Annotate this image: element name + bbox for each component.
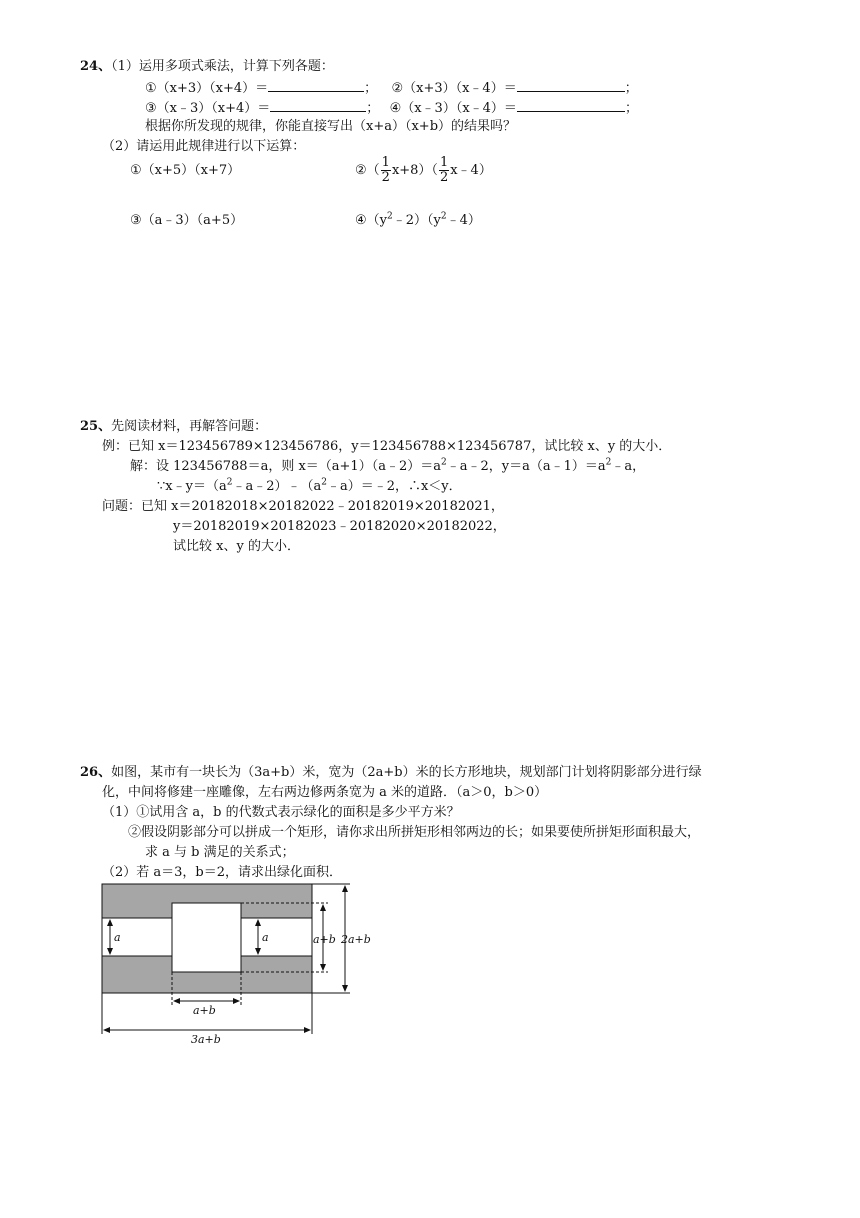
q25-intro-line (80, 418, 267, 436)
q24-sep3: ； (366, 101, 380, 116)
q24-question: 根据你所发现的规律，你能直接写出（x+a）（x+b）的结果吗？ (145, 119, 517, 134)
frac1-numerator: 1 (381, 155, 390, 170)
q24-item1: ①（x+3）（x+4）＝ (145, 81, 269, 96)
q25-step-c: ﹣a）＝﹣2，∴x＜y． (326, 479, 462, 494)
q25-sol-sup1: 2 (440, 457, 447, 468)
q26-sub1b-2: 求 a 与 b 满足的关系式； (145, 845, 295, 860)
q24-item4: ④（x﹣3）（x﹣4）＝ (389, 101, 517, 116)
q24-item4-blank[interactable] (517, 98, 625, 112)
q25-example: 例：已知 x＝123456789×123456786，y＝123456788×123456787，试比较 x、y 的大小． (102, 439, 672, 454)
q24-line-part1 (80, 58, 334, 76)
q24-calc4-sup1: 2 (387, 211, 393, 222)
q24-row2 (145, 98, 638, 118)
q24-calc2-frac1 (381, 156, 391, 185)
q25-step-b: ﹣a﹣2）﹣（a (232, 479, 322, 494)
q25-number: 25、 (80, 419, 112, 434)
statue-rectangle (172, 903, 241, 972)
q25-sol-a: 解：设 123456788＝a，则 x＝（a+1）（a﹣2）＝a (130, 459, 441, 474)
shaded-bottom-band (102, 956, 312, 993)
label-2a-plus-b: 2a+b (341, 933, 371, 946)
q24-part2: （2）请运用此规律进行以下运算： (102, 139, 306, 154)
q24-sep4: ； (624, 101, 638, 116)
q25-step-a: ∵x﹣y＝（a (157, 479, 227, 494)
q24-calc2-post: x﹣4） (450, 163, 492, 178)
q25-sol-b: ﹣a﹣2，y＝a（a﹣1）＝a (446, 459, 606, 474)
q24-calc4-b: ﹣2）（y (392, 213, 441, 228)
outer-rectangle (102, 884, 312, 993)
q24-part1: （1）运用多项式乘法，计算下列各题： (111, 59, 334, 74)
q26-sub1: （1）①试用含 a，b 的代数式表示绿化的面积是多少平方米？ (102, 805, 460, 820)
q26-text1-line (80, 764, 702, 782)
frac1-denominator: 2 (381, 170, 390, 185)
q25-sol-c: ﹣a， (611, 459, 646, 474)
q26-text2: 化，中间将修建一座雕像，左右两边修两条宽为 a 米的道路．（a＞0，b＞0） (102, 785, 548, 800)
q24-calc4-c: ﹣4） (446, 213, 481, 228)
label-a-left: a (114, 931, 121, 944)
q25-step-sup2: 2 (321, 477, 327, 488)
q25-step (157, 478, 462, 496)
shaded-top-band (102, 884, 312, 918)
q25-problem1: 问题：已知 x＝20182018×20182022﹣20182019×20182021， (102, 499, 504, 514)
frac2-denominator: 2 (439, 170, 449, 185)
q26-text1: 如图，某市有一块长为（3a+b）米，宽为（2a+b）米的长方形地块，规划部门计划将阴影部分进行绿 (111, 765, 702, 780)
q24-item1-blank[interactable] (268, 78, 364, 92)
q24-calc2-pre: ②（ (355, 163, 380, 178)
frac2-numerator: 1 (439, 155, 449, 170)
q24-row1 (145, 78, 638, 98)
q24-item2: ②（x+3）（x﹣4）＝ (391, 81, 517, 96)
label-a-right: a (262, 931, 269, 944)
q24-calc1: ①（x+5）（x+7） (130, 163, 241, 178)
q26-number: 26、 (80, 765, 112, 780)
q24-sep1: ； (364, 81, 378, 96)
q24-number: 24、 (80, 59, 112, 74)
q25-problem2: y＝20182019×20182023﹣20182020×20182022， (173, 519, 506, 534)
label-3a-plus-b: 3a+b (191, 1033, 221, 1046)
q25-sol-sup2: 2 (605, 457, 612, 468)
q25-intro: 先阅读材料，再解答问题： (111, 419, 268, 434)
q26-sub1b-1: ②假设阴影部分可以拼成一个矩形，请你求出所拼矩形相邻两边的长；如果要使所拼矩形面积最大， (128, 825, 701, 840)
q24-calc4-sup2: 2 (440, 211, 447, 222)
q24-item3: ③（x﹣3）（x+4）＝ (145, 101, 271, 116)
q25-problem3: 试比较 x、y 的大小． (173, 539, 300, 554)
q24-calc4-a: ④（y (355, 213, 387, 228)
q24-calc2 (355, 156, 492, 186)
q24-calc3: ③（a﹣3）（a+5） (130, 213, 244, 228)
q24-calc2-mid: x+8）（ (391, 163, 438, 178)
q25-solution (130, 458, 645, 476)
label-a-plus-b-bottom: a+b (193, 1004, 216, 1017)
q24-calc4 (355, 212, 481, 230)
q24-item2-blank[interactable] (517, 78, 625, 92)
q24-calc2-frac2 (439, 156, 449, 185)
q24-item3-blank[interactable] (270, 98, 366, 112)
q26-sub2: （2）若 a＝3，b＝2，请求出绿化面积． (102, 865, 343, 880)
label-a-plus-b-right: a+b (313, 933, 336, 946)
q24-sep2: ； (624, 81, 638, 96)
q25-step-sup1: 2 (226, 477, 233, 488)
